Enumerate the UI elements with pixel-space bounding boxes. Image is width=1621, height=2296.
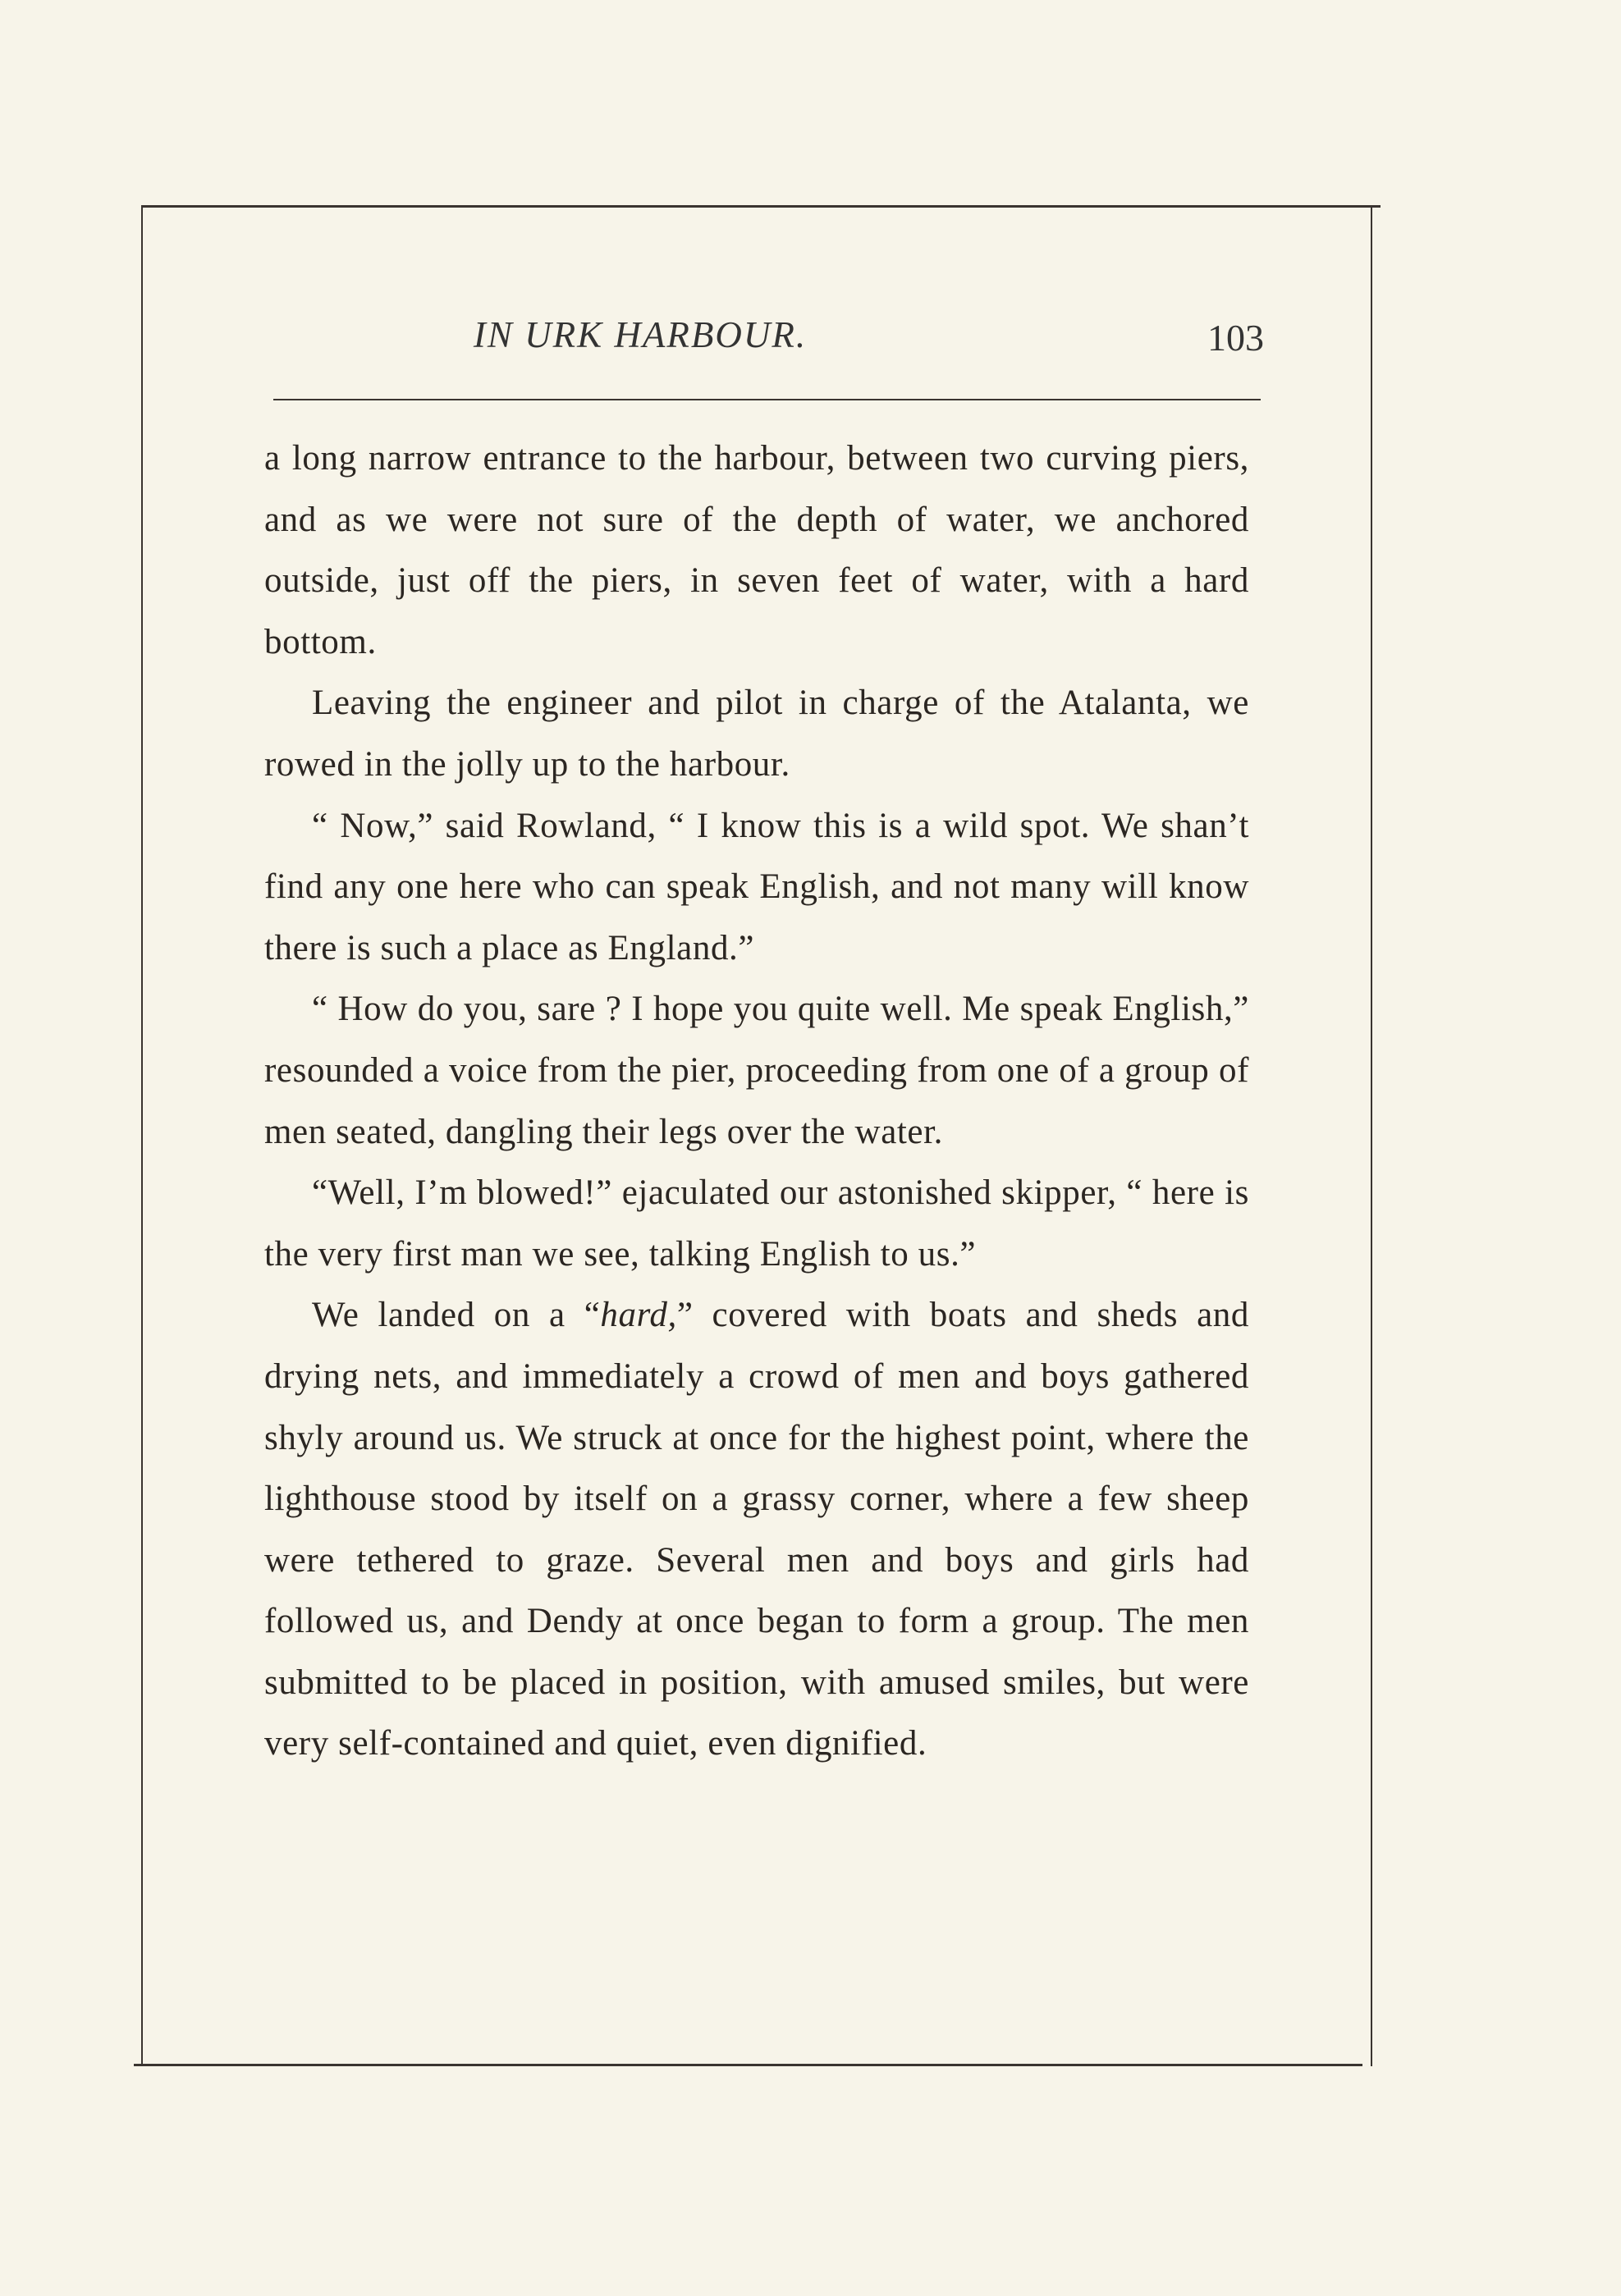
page-number: 103 bbox=[1207, 317, 1264, 359]
paragraph-6-emphasis: hard, bbox=[600, 1296, 677, 1335]
page-frame-left-rule bbox=[141, 205, 143, 2064]
paragraph-1: a long narrow entrance to the harbour, between two curving piers, and as we were not sure of the depth of water, we anchored outside, just off the piers, in seven feet of water, with a hard bottom. bbox=[264, 439, 1249, 661]
body-text bbox=[264, 428, 1249, 1775]
paragraph-4: “ How do you, sare ? I hope you quite well. Me speak English,” resounded a voice from the pier, proceeding from one of a group of men seated, dangling their legs over the water. bbox=[264, 990, 1249, 1151]
running-title: IN URK HARBOUR. bbox=[473, 314, 808, 355]
paragraph-3: “ Now,” said Rowland, “ I know this is a wild spot. We shan’t find any one here who can speak English, and not many will know there is such a place as England.” bbox=[264, 806, 1249, 967]
paragraph-2: Leaving the engineer and pilot in charge of the Atalanta, we rowed in the jolly up to the harbour. bbox=[264, 684, 1249, 784]
paragraph-6-after: ” covered with boats and sheds and drying nets, and immediately a crowd of men and boys gathered shyly around us. We struck at once for the highest point, where the lighthouse stood by itself on a grassy corner, where a few sheep were tethered to graze. Several men and boys and girls had followed us, and Dendy at once began to form a group. The men submitted to be placed in position, with amused smiles, but were very self-contained and quiet, even dignified. bbox=[264, 1296, 1250, 1763]
paragraph-5: “Well, I’m blowed!” ejaculated our astonished skipper, “ here is the very first man we see, talking English to us.” bbox=[264, 1173, 1249, 1274]
paragraph-6-before: We landed on a “ bbox=[312, 1296, 601, 1335]
page-frame-top-rule bbox=[141, 205, 1381, 208]
page-frame-right-rule bbox=[1371, 205, 1372, 2066]
header-rule bbox=[273, 399, 1261, 400]
paragraph-6 bbox=[264, 1285, 1249, 1775]
page-frame-bottom-rule bbox=[134, 2064, 1362, 2066]
